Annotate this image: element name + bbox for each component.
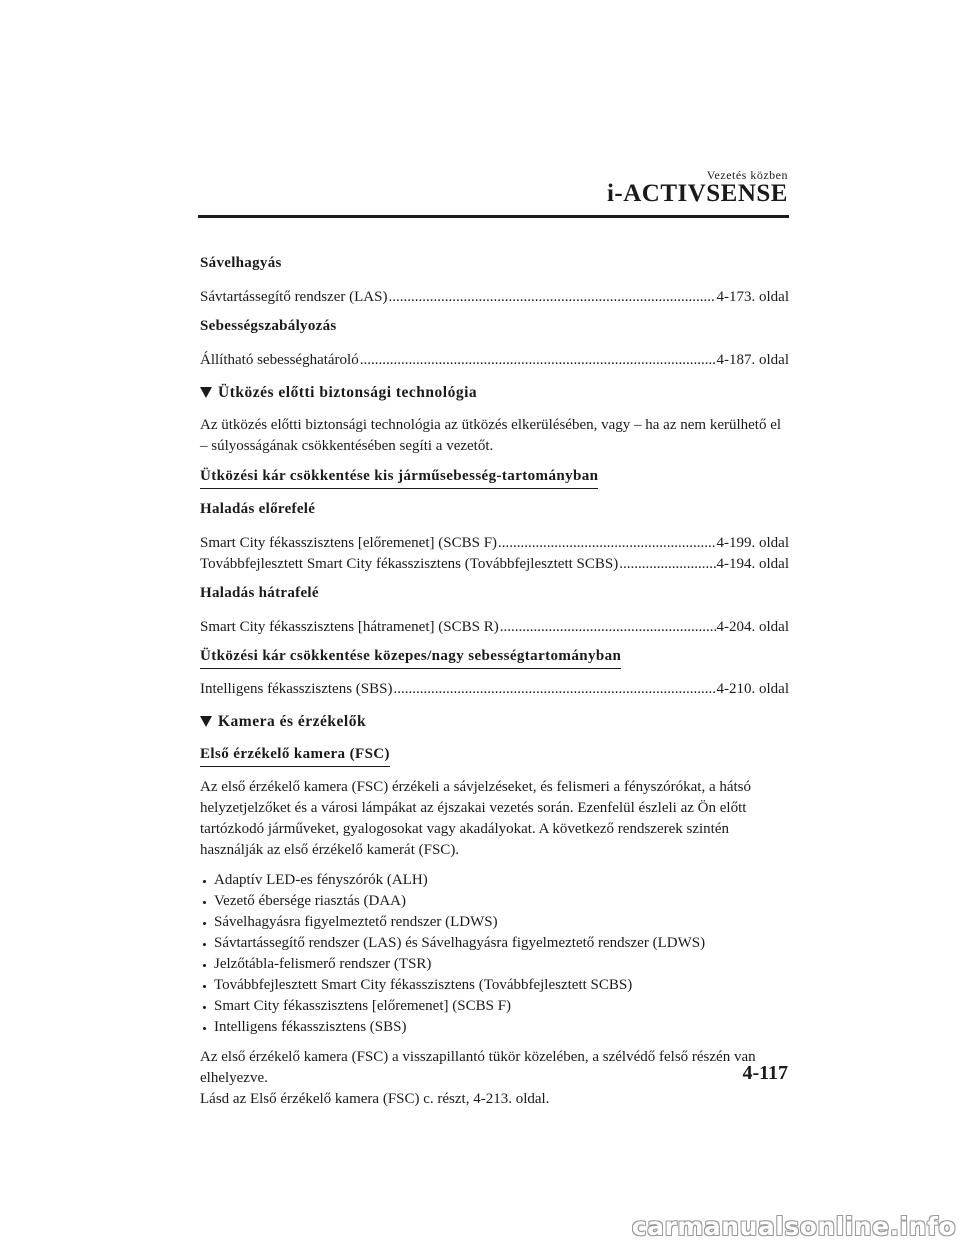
forward-heading: Haladás előrefelé (200, 501, 316, 517)
section-triangle-icon (200, 716, 212, 727)
list-item: Sávelhagyásra figyelmeztető rendszer (LDWS) (200, 912, 789, 933)
speed-regulation-heading: Sebességszabályozás (200, 318, 337, 334)
list-item: Intelligens fékasszisztens (SBS) (200, 1017, 789, 1038)
toc-entry-sbs (200, 679, 789, 700)
lane-departure-heading: Sávelhagyás (200, 255, 282, 271)
header-section-name: Vezetés közben (706, 168, 788, 182)
list-item: Sávtartássegítő rendszer (LAS) és Sávelhagyásra figyelmeztető rendszer (LDWS) (200, 933, 789, 954)
fsc-heading: Első érzékelő kamera (FSC) (200, 744, 390, 767)
toc-leader-dots (500, 617, 716, 638)
toc-entry-las (200, 287, 789, 308)
camera-title-text: Kamera és érzékelők (218, 713, 367, 730)
watermark-logo: carmanualsonline.info (631, 1212, 956, 1241)
list-item: Jelzőtábla-felismerő rendszer (TSR) (200, 954, 789, 975)
toc-entry-page: 4-210. oldal (716, 681, 789, 697)
list-item: Adaptív LED-es fényszórók (ALH) (200, 870, 789, 891)
pre-crash-title-text: Ütközés előtti biztonsági technológia (218, 384, 478, 401)
toc-entry-advanced-scbs (200, 554, 789, 575)
toc-entry-label: Intelligens fékasszisztens (SBS) (200, 681, 393, 697)
toc-entry-label: Smart City fékasszisztens [előremenet] (SCBS F) (200, 535, 498, 551)
header-divider (198, 215, 789, 218)
low-speed-heading: Ütközési kár csökkentése kis járműsebesség-tartományban (200, 466, 598, 489)
toc-entry-page: 4-187. oldal (716, 352, 789, 368)
fsc-description: Az első érzékelő kamera (FSC) érzékeli a sávjelzéseket, és felismeri a fényszórókat, a hátsó helyzetjelzőket és a városi lámpákat az éjszakai vezetés során. Ezenfelül észleli az Ön előtt tartózkodó járműveket, gyalogosokat vagy akadályokat. A következő rendszerek szintén használják az első érzékelő kamerát (FSC). (200, 779, 752, 858)
toc-entry-page: 4-199. oldal (716, 535, 789, 551)
toc-leader-dots (619, 554, 715, 575)
toc-entry-scbs-r (200, 617, 789, 638)
high-speed-heading: Ütközési kár csökkentése közepes/nagy sebességtartományban (200, 646, 621, 669)
toc-entry-label: Továbbfejlesztett Smart City fékasszisztens (Továbbfejlesztett SCBS) (200, 556, 619, 572)
page-number: 4-117 (742, 1062, 788, 1084)
pre-crash-section-title (200, 382, 789, 403)
toc-entry-page: 4-204. oldal (716, 619, 789, 635)
section-triangle-icon (200, 387, 212, 398)
toc-entry-label: Állítható sebességhatároló (200, 352, 359, 368)
fsc-systems-list (200, 870, 789, 1038)
fsc-reference-note: Lásd az Első érzékelő kamera (FSC) c. részt, 4-213. oldal. (200, 1091, 550, 1107)
toc-entry-scbs-f (200, 533, 789, 554)
list-item: Továbbfejlesztett Smart City fékasszisztens (Továbbfejlesztett SCBS) (200, 975, 789, 996)
toc-leader-dots (360, 350, 716, 371)
page-content (200, 253, 789, 1110)
list-item: Vezető ébersége riasztás (DAA) (200, 891, 789, 912)
reverse-heading: Haladás hátrafelé (200, 585, 319, 601)
pre-crash-description: Az ütközés előtti biztonsági technológia az ütközés elkerülésében, vagy – ha az nem kerülhető el – súlyosságának csökkentésében segíti a vezetőt. (200, 417, 782, 454)
fsc-location-note: Az első érzékelő kamera (FSC) a visszapillantó tükör közelében, a szélvédő felső részén van elhelyezve. (200, 1049, 756, 1086)
toc-entry-page: 4-194. oldal (716, 556, 789, 572)
list-item: Smart City fékasszisztens [előremenet] (SCBS F) (200, 996, 789, 1017)
camera-section-title (200, 711, 789, 732)
toc-entry-label: Sávtartássegítő rendszer (LAS) (200, 289, 388, 305)
header-chapter-title: i-ACTIVSENSE (606, 180, 788, 207)
toc-leader-dots (388, 287, 715, 308)
toc-entry-speed-limiter (200, 350, 789, 371)
toc-leader-dots (393, 679, 715, 700)
toc-entry-page: 4-173. oldal (716, 289, 789, 305)
toc-leader-dots (498, 533, 715, 554)
toc-entry-label: Smart City fékasszisztens [hátramenet] (SCBS R) (200, 619, 499, 635)
